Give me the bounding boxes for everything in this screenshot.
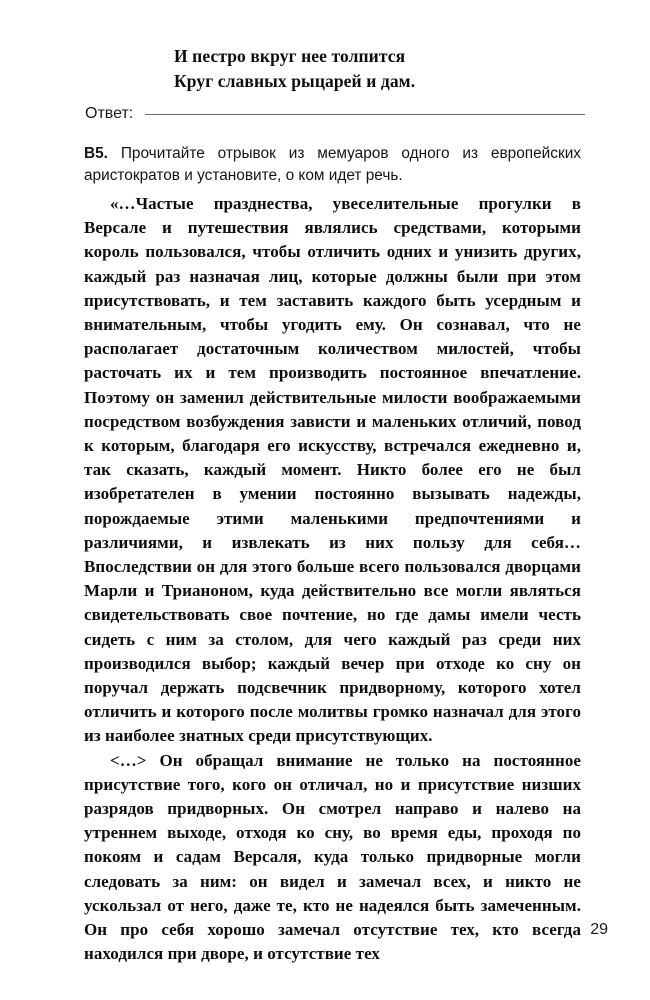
answer-row <box>85 104 585 124</box>
task-b5 <box>84 143 581 186</box>
poem-line-1: И пестро вкруг нее толпится <box>174 46 406 66</box>
excerpt-paragraph-2: <…> Он обращал внимание не только на постоянное присутствие того, кого он отличал, но и присутствие низших разрядов придворных. Он смотрел направо и налево на утреннем выходе, отходя ко сну, во время еды, проходя по покоям и садам Версаля, куда только придворные могли следовать за ним: он видел и замечал всех, и никто не ускользал от него, даже те, кто не надеялся быть замеченным. Он про себя хорошо замечал отсутствие тех, кто всегда находился при дворе, и отсутствие тех <box>84 750 581 964</box>
task-number: B5. <box>84 145 108 162</box>
answer-label: Ответ: <box>85 105 134 122</box>
excerpt-paragraph-1: «…Частые празднества, увеселительные прогулки в Версале и путешествия являлись средствами, которыми король пользовался, чтобы отличить одних и унизить других, каждый раз назначая лиц, которые должны были при этом присутствовать, и тем заставить каждого быть усердным и внимательным, чтобы угодить ему. Он сознавал, что не располагает достаточным количеством милостей, чтобы расточать их и тем производить постоянное впечатление. Поэтому он заменил действительные милости воображаемыми посредством возбуждения зависти и маленьких отличий, повод к которым, благодаря его искусству, встречался ежедневно и, так сказать, каждый момент. Никто более его не был изобретателен в умении постоянно вызывать надежды, порождаемые этими маленькими предпочтениями и различиями, и извлекать из них пользу для себя… Впоследствии он для этого больше всего пользовался дворцами Марли и Трианоном, куда действительно все могли являться свидетельствовать свое почтение, но где дамы имели честь сидеть с ним за столом, для чего каждый раз среди них производился выбор; каждый вечер при отходе ко сну он поручал держать подсвечник придворному, которого хотел отличить и которого после молитвы громко назначал для этого из наиболее знатных среди присутствующих. <box>84 194 581 746</box>
answer-write-in-line[interactable] <box>145 113 585 115</box>
page-number: 29 <box>590 921 608 938</box>
source-excerpt <box>84 192 581 967</box>
task-prompt: Прочитайте отрывок из мемуаров одного из европейских аристократов и установите, о ком идет речь. <box>84 145 581 184</box>
poem-quote <box>174 44 594 94</box>
poem-line-2: Круг славных рыцарей и дам. <box>174 71 416 91</box>
